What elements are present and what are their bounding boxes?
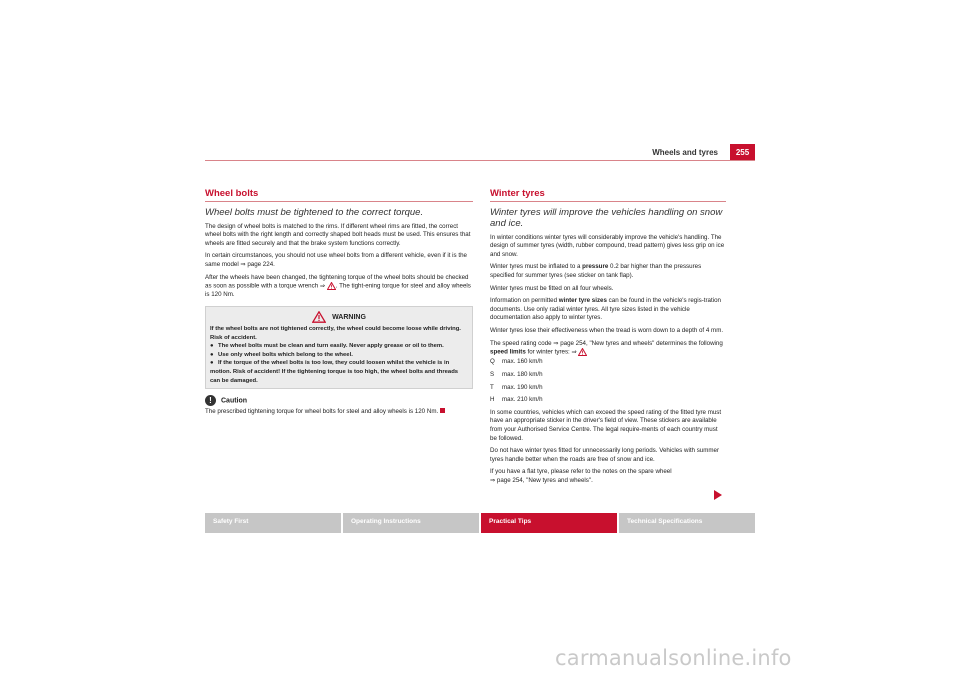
paragraph: Winter tyres lose their effectiveness when the tread is worn down to a depth of 4 mm. [490, 326, 724, 334]
header-rule [205, 160, 755, 161]
footer-nav [205, 513, 755, 533]
speed-limit-row: S max. 180 km/h [490, 370, 543, 378]
watermark: carmanualsonline.info [555, 646, 792, 670]
section-title: Winter tyres [490, 190, 726, 202]
caution-label: Caution [221, 397, 248, 405]
warning-label: WARNING [332, 313, 366, 321]
paragraph-text: After the wheels have been changed, the tightening torque of the wheel bolts should be checked as soon as possible with a torque wrench ⇒ [205, 273, 469, 290]
warning-triangle-icon [312, 311, 326, 323]
paragraph: Winter tyres must be fitted on all four wheels. [490, 284, 614, 292]
warning-triangle-icon [327, 282, 336, 290]
tab-safety-first[interactable]: Safety First [205, 513, 341, 533]
paragraph: In certain circumstances, you should not use wheel bolts from a different vehicle, even if it is the same model ⇒ page 224. [205, 252, 467, 268]
wheel-bolts-section [205, 190, 473, 421]
winter-tyres-section [490, 190, 726, 489]
paragraph: Do not have winter tyres fitted for unnecessarily long periods. Vehicles with summer tyres handle better when the roads are free of snow and ice. [490, 447, 720, 463]
section-end-icon [440, 408, 445, 413]
page-number: 255 [730, 144, 755, 161]
warning-intro: If the wheel bolts are not tightened correctly, the wheel could become loose while driving. Risk of accident. [210, 325, 461, 341]
section-subtitle: Winter tyres will improve the vehicles handling on snow and ice. [490, 206, 723, 229]
paragraph: In winter conditions winter tyres will considerably improve the vehicle's handling. The design of summer tyres (width, rubber compound, tread pattern) gives less grip on ice and snow. [490, 233, 725, 258]
paragraph [205, 274, 473, 300]
paragraph: In some countries, vehicles which can exceed the speed rating of the fitted tyre must have an appropriate sticker in the driver's field of view. These stickers are available from your Authorised Service Centre. The legal require-ments of each country must be followed. [490, 408, 722, 442]
warning-triangle-icon [578, 348, 587, 356]
paragraph: The speed rating code ⇒ page 254, "New tyres and wheels" determines the following speed limits for winter tyres: ⇒ [490, 339, 723, 356]
caution-text: The prescribed tightening torque for wheel bolts for steel and alloy wheels is 120 Nm. [205, 408, 473, 417]
section-title: Wheel bolts [205, 190, 473, 202]
paragraph: If you have a flat tyre, please refer to the notes on the spare wheel [490, 468, 672, 476]
warning-bullet: ● If the torque of the wheel bolts is too low, they could loosen whilst the vehicle is in motion. Risk of accident! If the tightening torque is too high, the wheel bolts and threads can be damaged. [210, 360, 459, 384]
warning-box [205, 306, 473, 389]
next-page-arrow-icon[interactable] [714, 490, 722, 500]
paragraph-text: . The tight-ening torque for steel and alloy wheels is 120 Nm. [205, 282, 471, 299]
speed-limit-list [490, 358, 726, 404]
bullet-icon: ● [210, 343, 214, 350]
bullet-icon: ● [210, 360, 214, 367]
caution-heading [205, 395, 473, 406]
speed-limit-row: T max. 190 km/h [490, 383, 543, 391]
running-header-title: Wheels and tyres [652, 148, 718, 157]
tab-practical-tips[interactable]: Practical Tips [481, 513, 617, 533]
tab-operating-instructions[interactable]: Operating Instructions [343, 513, 479, 533]
paragraph: Information on permitted winter tyre sizes can be found in the vehicle's regis-tration documents. Use only radial winter tyres. All tyre sizes listed in the vehicle documentation also apply to winter tyres. [490, 297, 721, 322]
caution-icon: ! [205, 395, 216, 406]
paragraph[interactable]: ⇒ page 254, "New tyres and wheels". [490, 476, 593, 484]
speed-limit-row: Q max. 160 km/h [490, 358, 543, 366]
paragraph: Winter tyres must be inflated to a pressure 0.2 bar higher than the pressures specified for summer tyres (see sticker on tank flap). [490, 263, 702, 279]
tab-technical-specifications[interactable]: Technical Specifications [619, 513, 755, 533]
speed-limit-row: H max. 210 km/h [490, 396, 543, 404]
bullet-icon: ● [210, 351, 214, 358]
warning-heading [210, 311, 468, 323]
paragraph: The design of wheel bolts is matched to the rims. If different wheel rims are fitted, the correct wheel bolts with the right length and correctly shaped bolt heads must be used. This ensures that wheels are fitted securely and that the brake system functions correctly. [205, 222, 471, 247]
section-subtitle: Wheel bolts must be tightened to the correct torque. [205, 206, 424, 218]
warning-bullet: ● Use only wheel bolts which belong to the wheel. [210, 351, 353, 358]
warning-bullet: ● The wheel bolts must be clean and turn easily. Never apply grease or oil to them. [210, 343, 444, 350]
